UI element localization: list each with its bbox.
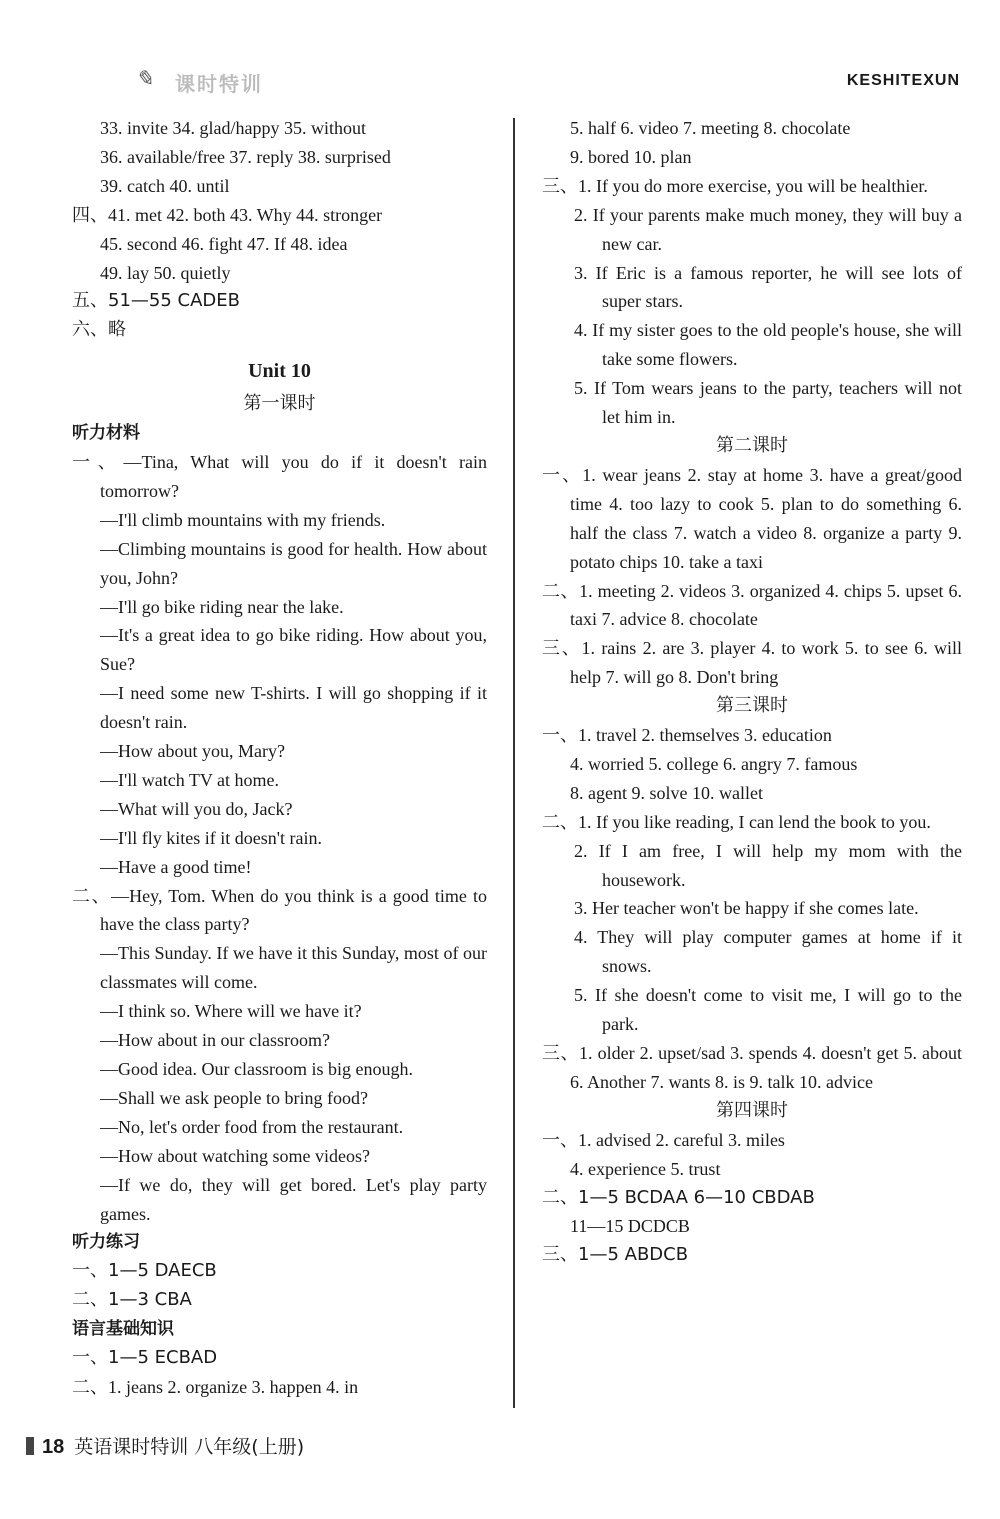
answer-line: 36. available/free 37. reply 38. surprised [100, 146, 391, 167]
answer-line: 5. If Tom wears jeans to the party, teachers will not let him in. [574, 378, 962, 428]
answer-line: 三、1. If you do more exercise, you will be healthier. [542, 175, 928, 196]
answer-line: —I think so. Where will we have it? [100, 1001, 362, 1022]
answer-line: —I'll climb mountains with my friends. [100, 509, 386, 530]
answer-line: 第三课时 [716, 695, 788, 717]
answer-line: —I need some new T-shirts. I will go shopping if it doesn't rain. [100, 683, 487, 733]
answer-line: 49. lay 50. quietly [100, 262, 231, 283]
answer-line: 3. If Eric is a famous reporter, he will see lots of super stars. [574, 262, 962, 312]
answer-line: 11—15 DCDCB [570, 1216, 690, 1237]
answer-line: 4. They will play computer games at home if it snows. [574, 927, 962, 977]
answer-line: 一、—Tina, What will you do if it doesn't rain tomorrow? [72, 451, 487, 501]
answer-line: Unit 10 [248, 360, 311, 383]
answer-line: 二、1—3 CBA [72, 1289, 192, 1311]
answer-line: 五、51—55 CADEB [72, 290, 240, 312]
answer-line: 8. agent 9. solve 10. wallet [570, 782, 763, 803]
answer-line: 5. half 6. video 7. meeting 8. chocolate [570, 118, 851, 138]
answer-line: 一、1. advised 2. careful 3. miles [542, 1129, 785, 1150]
answer-line: 听力练习 [72, 1232, 140, 1253]
answer-line: 六、略 [72, 319, 126, 341]
page-footer [26, 1432, 304, 1459]
answer-line: —This Sunday. If we have it this Sunday, most of our classmates will come. [100, 943, 487, 993]
answer-line: 2. If I am free, I will help my mom with the housework. [574, 840, 962, 890]
answer-line: —If we do, they will get bored. Let's play party games. [100, 1174, 487, 1224]
logo-text: 课时特训 [175, 72, 263, 96]
answer-line: 第一课时 [243, 393, 316, 415]
answer-line: 三、1. rains 2. are 3. player 4. to work 5. to see 6. will help 7. will go 8. Don't bring [542, 638, 962, 688]
answer-line: 3. Her teacher won't be happy if she comes late. [574, 898, 919, 919]
answer-line: 四、41. met 42. both 43. Why 44. stronger [72, 204, 383, 225]
answer-line: 语言基础知识 [72, 1319, 174, 1340]
answer-line: 三、1. older 2. upset/sad 3. spends 4. doesn't get 5. about 6. Another 7. wants 8. is 9. talk 10. advice [542, 1043, 962, 1092]
answer-line: 听力材料 [72, 423, 140, 444]
pen-icon: ✎ [135, 66, 154, 91]
answer-line: 二、—Hey, Tom. When do you think is a good time to have the class party? [72, 885, 487, 935]
answer-line: —I'll watch TV at home. [100, 769, 280, 790]
answer-line: 第四课时 [716, 1099, 788, 1121]
answer-line: —Have a good time! [100, 856, 252, 877]
answer-line: 一、1—5 DAECB [72, 1260, 217, 1282]
answer-line: —I'll go bike riding near the lake. [100, 596, 344, 617]
answer-line: 2. If your parents make much money, they will buy a new car. [574, 204, 962, 254]
left-column [72, 114, 487, 1402]
column-divider [513, 118, 515, 1408]
answer-line: 39. catch 40. until [100, 175, 230, 196]
answer-line: —How about you, Mary? [100, 741, 285, 762]
answer-line: —Good idea. Our classroom is big enough. [100, 1059, 413, 1079]
answer-line: 二、1. meeting 2. videos 3. organized 4. chips 5. upset 6. taxi 7. advice 8. chocolate [542, 580, 962, 630]
answer-line: —No, let's order food from the restaurant. [100, 1116, 404, 1137]
answer-line: 一、1. travel 2. themselves 3. education [542, 725, 832, 746]
page-number: 18 [42, 1436, 65, 1458]
answer-line: 一、1. wear jeans 2. stay at home 3. have a great/good time 4. too lazy to cook 5. plan to do something 6. half the class 7. watch a video 8. organize a party 9. potato chips 10. take a taxi [542, 464, 962, 572]
answer-line: 4. experience 5. trust [570, 1158, 721, 1179]
answer-line: —How about watching some videos? [100, 1145, 370, 1166]
answer-line: 5. If she doesn't come to visit me, I will go to the park. [574, 985, 962, 1035]
book-title: 英语课时特训 八年级(上册) [74, 1436, 305, 1458]
answer-line: —It's a great idea to go bike riding. How about you, Sue? [100, 625, 487, 675]
answer-line: 第二课时 [716, 434, 788, 456]
answer-line: 4. If my sister goes to the old people's house, she will take some flowers. [574, 320, 962, 370]
answer-line: 二、1—5 BCDAA 6—10 CBDAB [542, 1186, 815, 1208]
answer-line: —I'll fly kites if it doesn't rain. [100, 827, 322, 848]
answer-line: 一、1—5 ECBAD [72, 1347, 218, 1369]
answer-line: 9. bored 10. plan [570, 146, 692, 167]
publisher-logo [135, 62, 295, 96]
answer-line: —Shall we ask people to bring food? [100, 1087, 368, 1108]
answer-line: —Climbing mountains is good for health. How about you, John? [100, 538, 487, 588]
answer-line: 二、1. jeans 2. organize 3. happen 4. in [72, 1376, 359, 1397]
answer-line: 45. second 46. fight 47. If 48. idea [100, 233, 348, 254]
brand-name: KESHITEXUN [846, 72, 960, 89]
answer-line: —How about in our classroom? [100, 1030, 330, 1051]
right-column [542, 114, 962, 1270]
answer-line: —What will you do, Jack? [100, 798, 293, 819]
answer-line: 4. worried 5. college 6. angry 7. famous [570, 753, 858, 774]
answer-line: 33. invite 34. glad/happy 35. without [100, 118, 366, 138]
answer-line: 三、1—5 ABDCB [542, 1244, 689, 1266]
answer-line: 二、1. If you like reading, I can lend the book to you. [542, 811, 931, 832]
footer-mark [26, 1437, 34, 1455]
